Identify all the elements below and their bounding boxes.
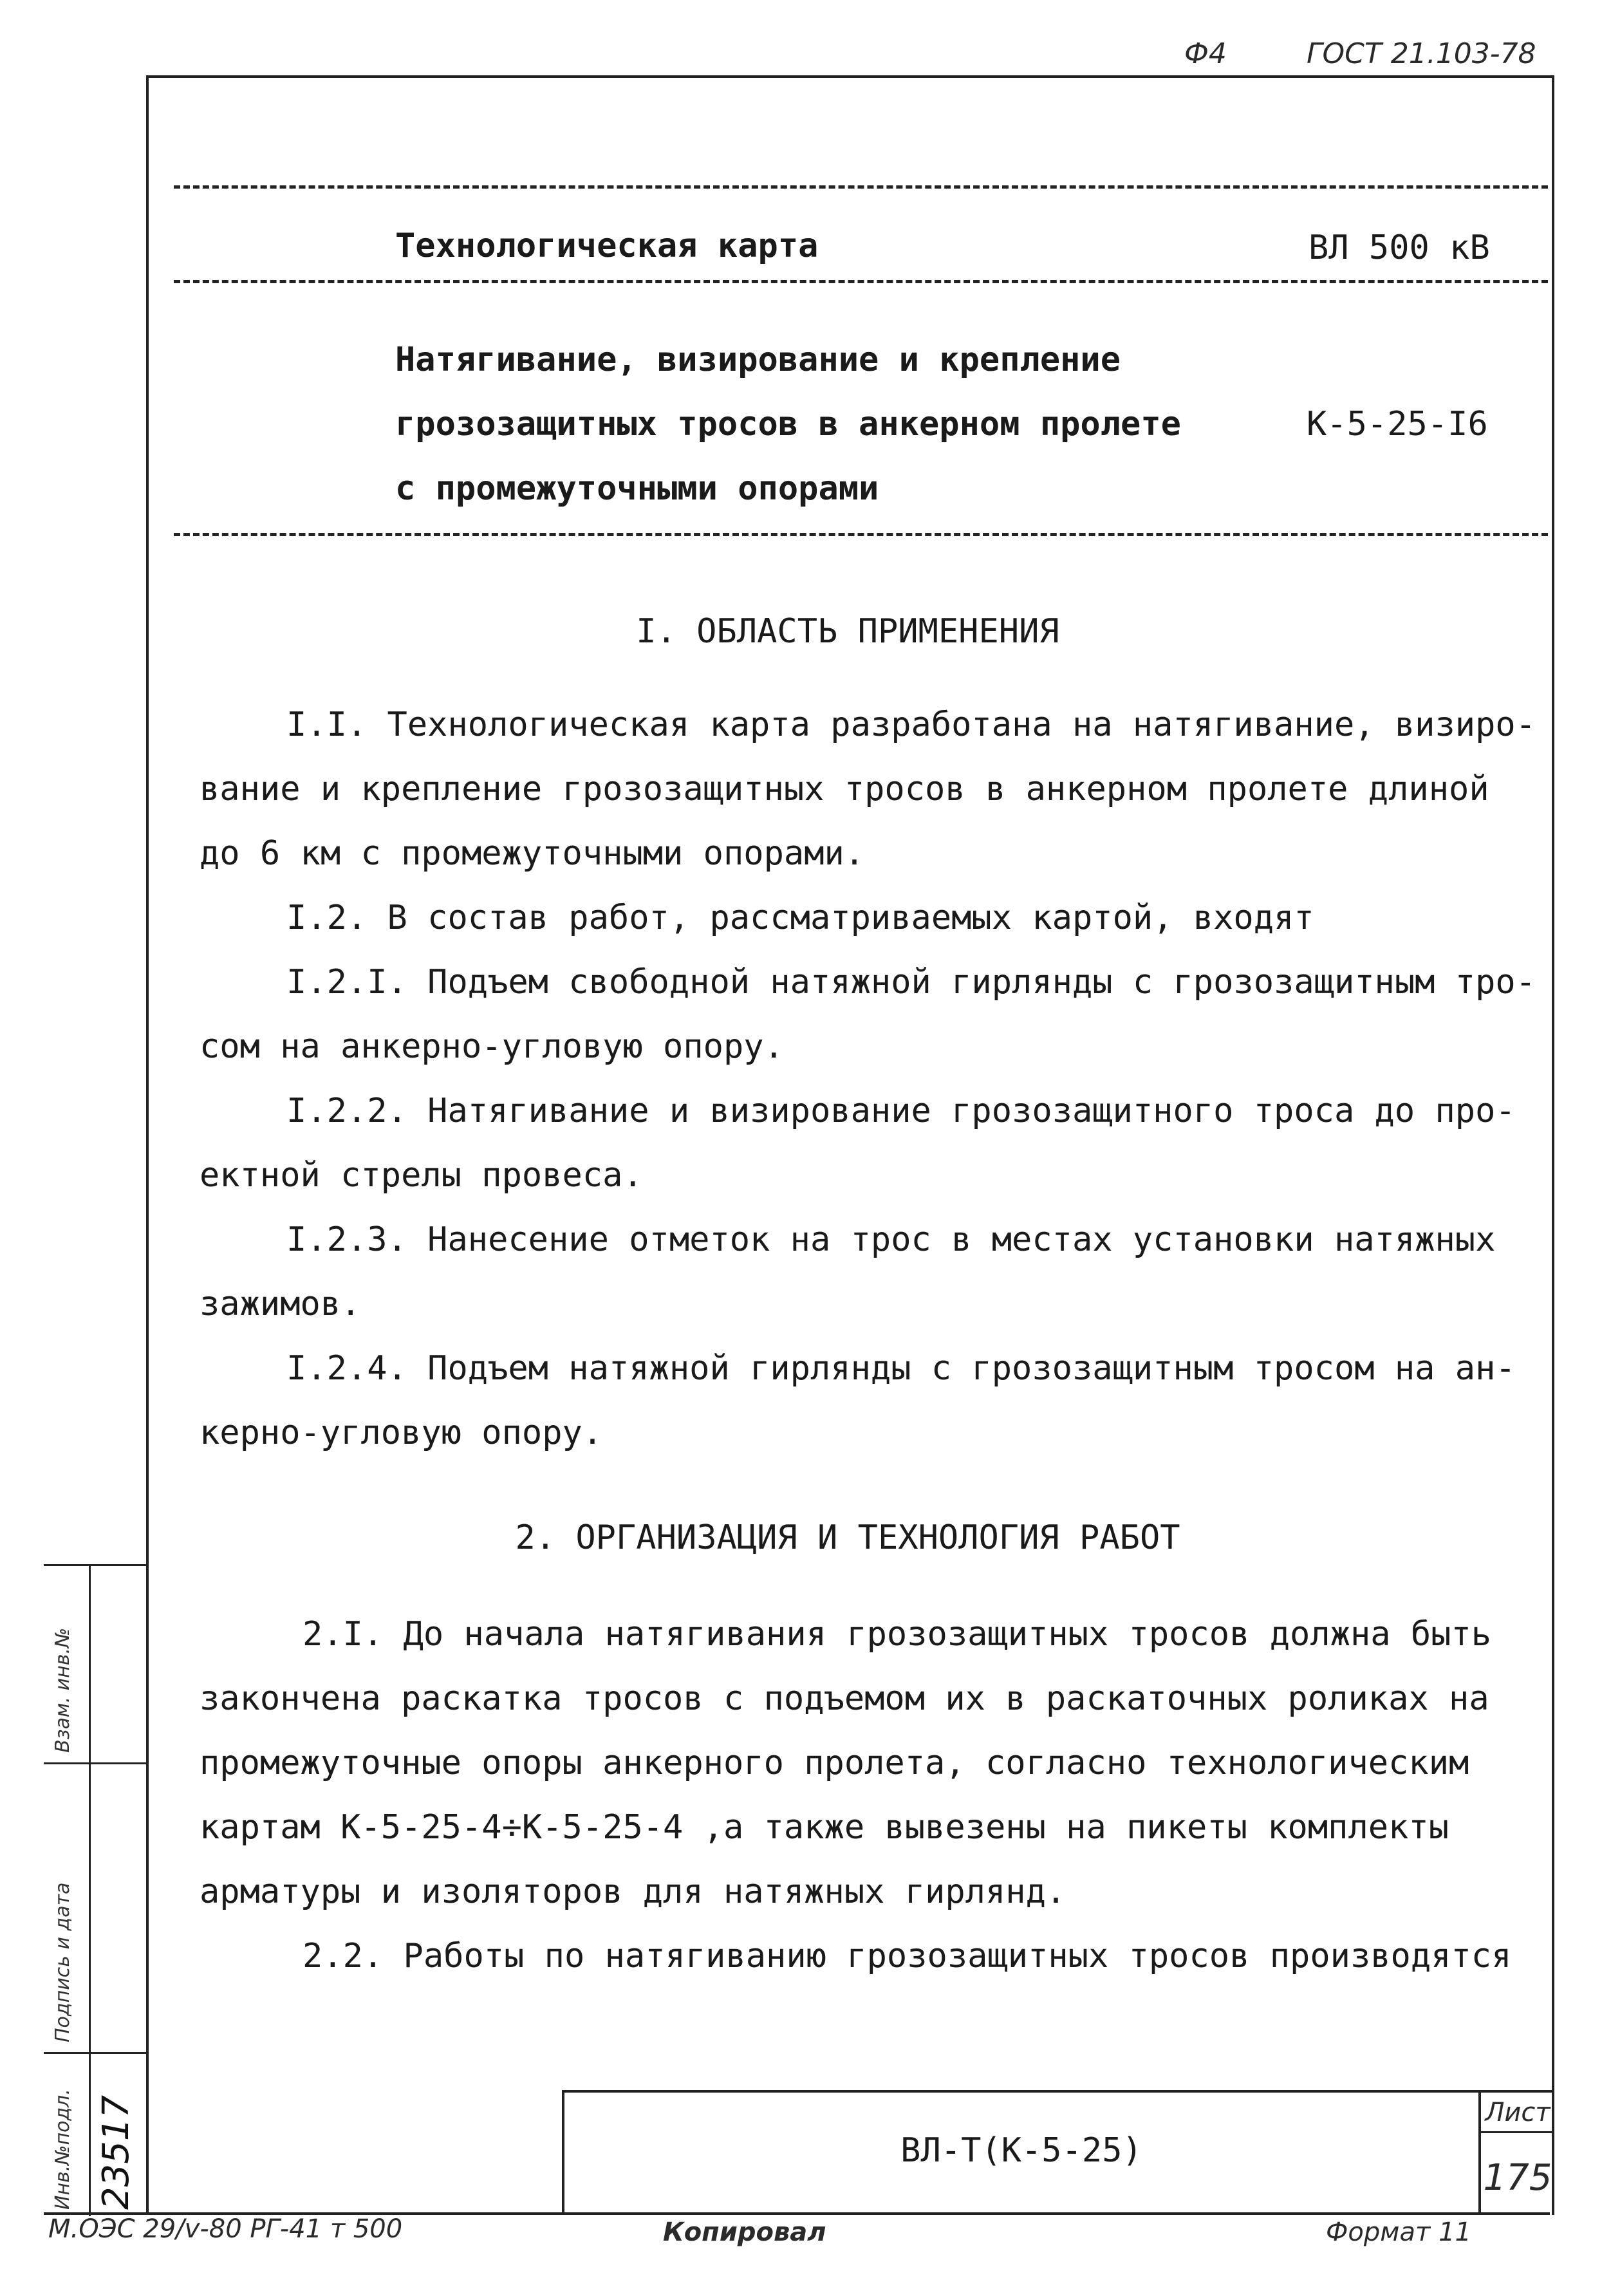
s2-line-5: арматуры и изоляторов для натяжных гирлянд. <box>200 1872 1066 1911</box>
s1-line-12: керно-угловую опору. <box>200 1414 603 1452</box>
sheet-number: 175 <box>1483 2157 1552 2199</box>
s2-line-1: 2.I. До начала натягивания грозозащитных тросов должна быть <box>303 1615 1492 1654</box>
s1-line-11: I.2.4. Подъем натяжной гирлянды с грозозащитным тросом на ан- <box>286 1349 1516 1388</box>
line-voltage: ВЛ 500 кВ <box>1308 229 1490 267</box>
section1-heading: I. ОБЛАСТЬ ПРИМЕНЕНИЯ <box>636 612 1059 651</box>
s1-line-1: I.I. Технологическая карта разработана на натягивание, визиро- <box>286 705 1536 744</box>
order-note: М.ОЭС 29/v-80 РГ-41 т 500 <box>48 2214 403 2244</box>
stamp-code: ВЛ-Т(К-5-25) <box>900 2131 1142 2170</box>
s1-line-7: I.2.2. Натягивание и визирование грозозащитного троса до про- <box>286 1092 1516 1130</box>
inv-orig-number: 23517 <box>95 2095 137 2210</box>
s1-line-6: сом на анкерно-угловую опору. <box>200 1027 784 1066</box>
s1-line-4: I.2. В состав работ, рассматриваемых картой, входят <box>286 899 1314 937</box>
standard-reference: ГОСТ 21.103-78 <box>1307 37 1536 70</box>
sheet-box <box>1478 2093 1554 2215</box>
document-type: Технологическая карта <box>395 227 819 265</box>
divider-top <box>174 185 1548 189</box>
card-code: К-5-25-I6 <box>1307 405 1488 443</box>
sign-date-label: Подпись и дата <box>51 1882 74 2042</box>
s2-line-6: 2.2. Работы по натягиванию грозозащитных тросов производятся <box>303 1937 1512 1975</box>
s2-line-3: промежуточные опоры анкерного пролета, согласно технологическим <box>200 1744 1469 1782</box>
format-label: Формат 11 <box>1326 2217 1471 2247</box>
divider-title <box>174 280 1548 283</box>
s2-line-4: картам К-5-25-4÷К-5-25-4 ,а также вывезены на пикеты комплекты <box>200 1808 1449 1847</box>
copied-by: Копировал <box>663 2217 826 2247</box>
s1-line-9: I.2.3. Нанесение отметок на трос в местах установки натяжных <box>286 1220 1496 1259</box>
title-line-3: с промежуточными опорами <box>395 469 879 508</box>
title-line-2: грозозащитных тросов в анкерном пролете <box>395 405 1181 443</box>
side-row-line-2 <box>44 2052 147 2054</box>
side-stamp <box>44 1564 147 2216</box>
divider-bottom <box>174 533 1548 536</box>
side-row-line-1 <box>44 1762 147 1764</box>
inv-orig-label: Инв.№подл. <box>51 2089 74 2210</box>
s1-line-2: вание и крепление грозозащитных тросов в анкерном пролете длиной <box>200 770 1489 808</box>
bottom-stamp <box>562 2090 1552 2215</box>
s1-line-5: I.2.I. Подъем свободной натяжной гирлянды с грозозащитным тро- <box>286 963 1536 1002</box>
s1-line-8: ектной стрелы провеса. <box>200 1156 643 1195</box>
s2-line-2: закончена раскатка тросов с подъемом их в раскаточных роликах на <box>200 1679 1489 1718</box>
s1-line-3: до 6 км с промежуточными опорами. <box>200 834 865 873</box>
section2-heading: 2. ОРГАНИЗАЦИЯ И ТЕХНОЛОГИЯ РАБОТ <box>515 1518 1180 1557</box>
sheet-label: Лист <box>1481 2098 1554 2133</box>
s1-line-10: зажимов. <box>200 1285 361 1323</box>
replace-inv-label: Взам. инв.№ <box>51 1627 74 1753</box>
page-mark: Ф4 <box>1184 37 1227 70</box>
title-line-1: Натягивание, визирование и крепление <box>395 341 1121 379</box>
